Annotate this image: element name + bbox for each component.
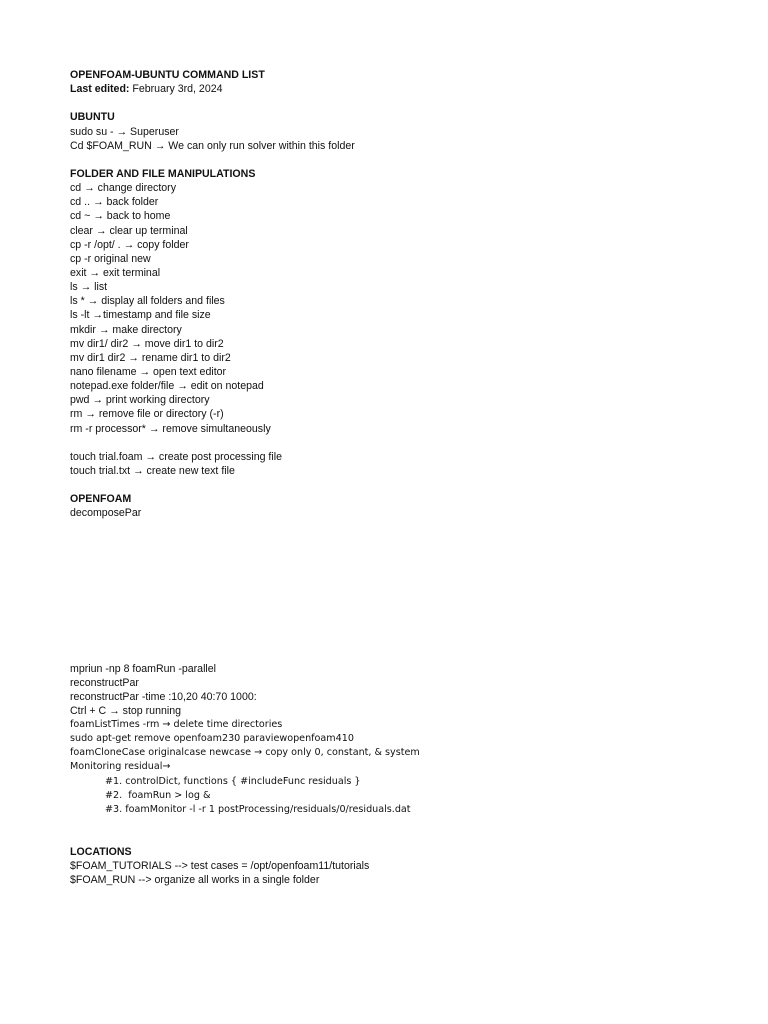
last-edited-label: Last edited: xyxy=(70,83,130,96)
command-line: nano filename → open text editor xyxy=(70,365,227,378)
command-line: Ctrl + C → stop running xyxy=(70,704,181,717)
indented-step: #1. controlDict, functions { #includeFunc residuals } xyxy=(105,775,361,787)
command-line: touch trial.foam → create post processing file xyxy=(70,450,282,463)
blank-area xyxy=(70,521,730,662)
section-heading-openfoam: OPENFOAM xyxy=(70,493,132,506)
spacer xyxy=(70,817,730,845)
spacer xyxy=(70,96,730,110)
spacer xyxy=(70,478,730,492)
command-line: cp -r original new xyxy=(70,252,151,265)
command-line: Monitoring residual→ xyxy=(70,761,171,773)
section-heading-ubuntu: UBUNTU xyxy=(70,111,115,124)
last-edited-value: February 3rd, 2024 xyxy=(129,83,223,96)
indented-step: #2. foamRun > log & xyxy=(105,789,211,801)
indented-step: #3. foamMonitor -l -r 1 postProcessing/residuals/0/residuals.dat xyxy=(105,803,411,815)
document-body xyxy=(70,68,730,887)
command-line: cd .. → back folder xyxy=(70,196,159,209)
command-line: rm → remove file or directory (-r) xyxy=(70,408,224,421)
last-edited-line xyxy=(70,82,730,96)
command-line: foamListTimes -rm → delete time directories xyxy=(70,719,283,731)
command-line: $FOAM_RUN --> organize all works in a single folder xyxy=(70,874,320,887)
command-line: Cd $FOAM_RUN → We can only run solver within this folder xyxy=(70,139,355,152)
command-line: clear → clear up terminal xyxy=(70,224,188,237)
document-title: OPENFOAM-UBUNTU COMMAND LIST xyxy=(70,69,265,81)
command-line: ls -lt →timestamp and file size xyxy=(70,309,211,322)
command-line: ls → list xyxy=(70,281,108,294)
section-heading-folder: FOLDER AND FILE MANIPULATIONS xyxy=(70,167,256,180)
command-line: sudo apt-get remove openfoam230 paraviewopenfoam410 xyxy=(70,733,354,745)
command-line: mkdir → make directory xyxy=(70,323,182,336)
command-line: sudo su - → Superuser xyxy=(70,125,179,138)
command-line: cd ~ → back to home xyxy=(70,210,171,223)
command-line: pwd → print working directory xyxy=(70,394,210,407)
spacer xyxy=(70,153,730,167)
command-line: notepad.exe folder/file → edit on notepad xyxy=(70,380,264,393)
command-line: rm -r processor* → remove simultaneously xyxy=(70,422,271,435)
command-line: decomposePar xyxy=(70,507,142,520)
command-line: mpriun -np 8 foamRun -parallel xyxy=(70,662,217,675)
command-line: mv dir1/ dir2 → move dir1 to dir2 xyxy=(70,337,224,350)
command-line: cd → change directory xyxy=(70,182,176,195)
command-line: cp -r /opt/ . → copy folder xyxy=(70,238,189,251)
command-line: mv dir1 dir2 → rename dir1 to dir2 xyxy=(70,351,231,364)
spacer xyxy=(70,436,730,450)
command-line: exit → exit terminal xyxy=(70,266,161,279)
command-line: reconstructPar -time :10,20 40:70 1000: xyxy=(70,690,257,703)
command-line: ls * → display all folders and files xyxy=(70,295,225,308)
command-line: touch trial.txt → create new text file xyxy=(70,464,235,477)
command-line: reconstructPar xyxy=(70,676,139,689)
section-heading-locations: LOCATIONS xyxy=(70,846,132,859)
command-line: $FOAM_TUTORIALS --> test cases = /opt/openfoam11/tutorials xyxy=(70,860,370,873)
command-line: foamCloneCase originalcase newcase → copy only 0, constant, & system xyxy=(70,747,420,759)
